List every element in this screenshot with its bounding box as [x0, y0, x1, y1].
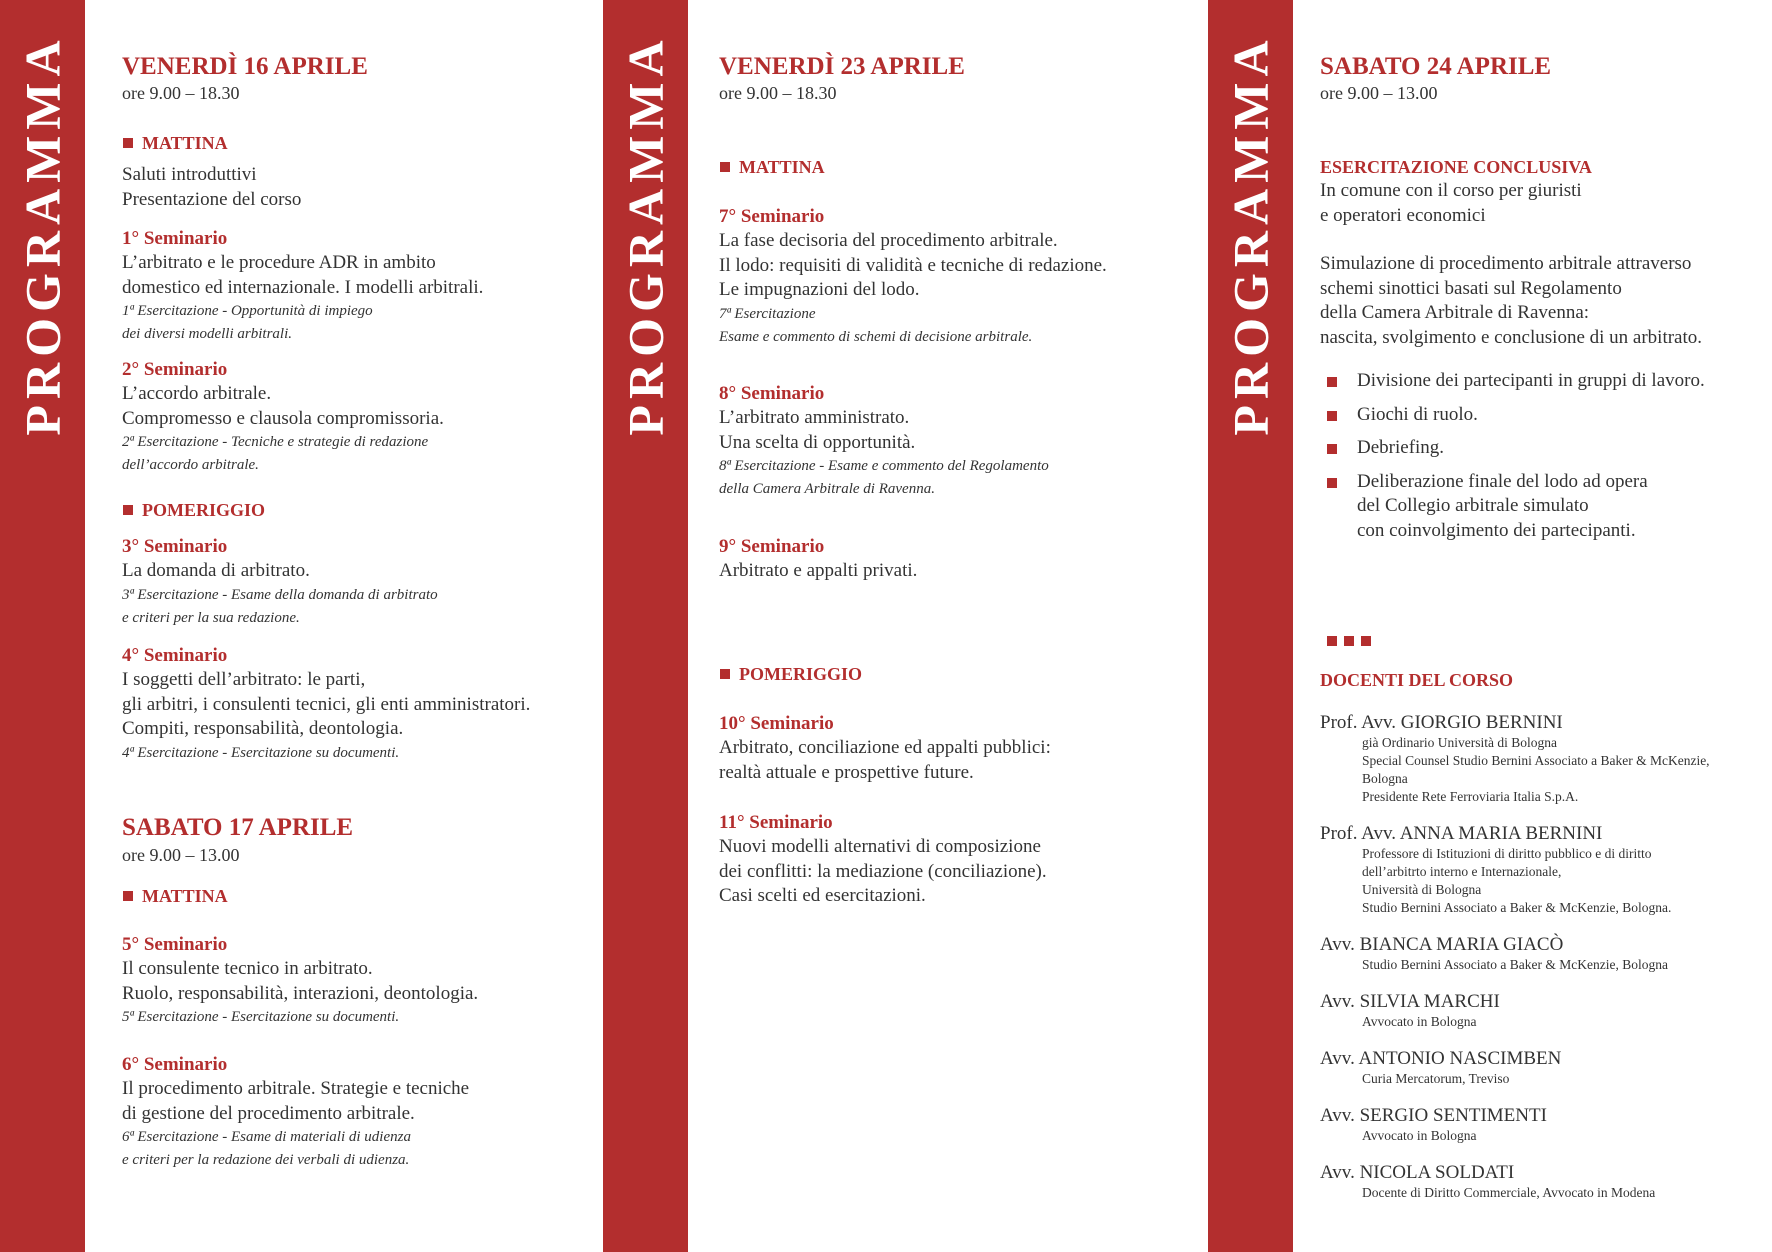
list-item: Deliberazione finale del lodo ad opera del Collegio arbitrale simulato con coinvolgimento dei partecipanti. — [1327, 470, 1705, 544]
day-time: ore 9.00 – 13.00 — [122, 845, 240, 865]
day-time: ore 9.00 – 13.00 — [1320, 83, 1438, 103]
seminar-title: 11° Seminario — [719, 812, 833, 833]
seminar-title: 10° Seminario — [719, 713, 834, 734]
list-item: Divisione dei partecipanti in gruppi di lavoro. — [1327, 369, 1705, 394]
teacher-entry: Prof. Avv. ANNA MARIA BERNINI Professore di Istituzioni di diritto pubblico e di diritto dell’arbitrto interno e Internazionale, Università di Bologna Studio Bernini Associato a Baker & McKenzie, Bologna. — [1320, 823, 1672, 915]
teacher-entry: Avv. ANTONIO NASCIMBEN Curia Mercatorum, Treviso — [1320, 1048, 1562, 1086]
teacher-entry: Avv. SILVIA MARCHI Avvocato in Bologna — [1320, 991, 1500, 1029]
exercise-block: ESERCITAZIONE CONCLUSIVA In comune con il corso per giuristi e operatori economici — [1320, 157, 1592, 226]
square-bullet-icon — [123, 891, 133, 901]
seminar-title: 8° Seminario — [719, 383, 825, 404]
divider-squares — [1327, 633, 1378, 651]
section-mattina: MATTINA — [123, 886, 228, 907]
square-icon — [1344, 636, 1354, 646]
red-band-1 — [0, 0, 85, 1252]
seminar-title: 5° Seminario — [122, 934, 228, 955]
red-band-3 — [1208, 0, 1293, 1252]
teacher-entry: Avv. BIANCA MARIA GIACÒ Studio Bernini Associato a Baker & McKenzie, Bologna — [1320, 934, 1668, 972]
square-bullet-icon — [123, 138, 133, 148]
list-item: Giochi di ruolo. — [1327, 403, 1705, 428]
activity-list — [1327, 369, 1705, 552]
square-bullet-icon — [720, 669, 730, 679]
section-pomeriggio: POMERIGGIO — [720, 664, 862, 685]
square-bullet-icon — [1327, 411, 1337, 421]
seminar-6: 6° Seminario Il procedimento arbitrale. Strategie e tecniche di gestione del procedimento arbitrale. 6ª Esercitazione - Esame di materiali di udienza e criteri per la redazione dei verbali di udienza. — [122, 1054, 470, 1168]
day-title: VENERDÌ 23 APRILE — [719, 53, 965, 80]
seminar-title: 7° Seminario — [719, 206, 825, 227]
docenti-title: DOCENTI DEL CORSO — [1320, 670, 1514, 690]
section-mattina: MATTINA — [720, 157, 825, 178]
seminar-1: 1° Seminario L’arbitrato e le procedure ADR in ambito domestico ed internazionale. I modelli arbitrali. 1ª Esercitazione - Opportunità di impiego dei diversi modelli arbitrali. — [122, 228, 484, 342]
seminar-10: 10° Seminario Arbitrato, conciliazione ed appalti pubblici: realtà attuale e prospettive future. — [719, 713, 1051, 783]
simulation-block: Simulazione di procedimento arbitrale attraverso schemi sinottici basati sul Regolamento della Camera Arbitrale di Ravenna: nascita, svolgimento e conclusione di un arbitrato. — [1320, 253, 1703, 348]
seminar-2: 2° Seminario L’accordo arbitrale. Compromesso e clausola compromissoria. 2ª Esercitazione - Tecniche e strategie di redazione dell’accordo arbitrale. — [122, 359, 444, 473]
square-bullet-icon — [1327, 377, 1337, 387]
square-icon — [1361, 636, 1371, 646]
day-title: SABATO 17 APRILE — [122, 814, 354, 841]
seminar-4: 4° Seminario I soggetti dell’arbitrato: le parti, gli arbitri, i consulenti tecnici, gli enti amministratori. Compiti, responsabilità, deontologia. 4ª Esercitazione - Esercitazione su documenti. — [122, 645, 531, 761]
seminar-title: 4° Seminario — [122, 645, 228, 666]
day-time: ore 9.00 – 18.30 — [122, 83, 240, 103]
exercise-title: ESERCITAZIONE CONCLUSIVA — [1320, 157, 1592, 177]
band-label: PROGRAMMA — [617, 34, 674, 436]
seminar-8: 8° Seminario L’arbitrato amministrato. Una scelta di opportunità. 8ª Esercitazione - Esame e commento del Regolamento della Camera Arbitrale di Ravenna. — [719, 383, 1049, 497]
red-band-2 — [603, 0, 688, 1252]
seminar-title: 3° Seminario — [122, 536, 228, 557]
section-pomeriggio: POMERIGGIO — [123, 500, 265, 521]
seminar-5: 5° Seminario Il consulente tecnico in arbitrato. Ruolo, responsabilità, interazioni, deontologia. 5ª Esercitazione - Esercitazione su documenti. — [122, 934, 479, 1025]
square-bullet-icon — [1327, 444, 1337, 454]
square-bullet-icon — [123, 505, 133, 515]
intro-block: Saluti introduttivi Presentazione del corso — [122, 164, 302, 210]
day-title: VENERDÌ 16 APRILE — [122, 53, 368, 80]
seminar-title: 2° Seminario — [122, 359, 228, 380]
band-label: PROGRAMMA — [1222, 34, 1279, 436]
day-title: SABATO 24 APRILE — [1320, 53, 1552, 80]
teacher-entry: Avv. SERGIO SENTIMENTI Avvocato in Bologna — [1320, 1105, 1547, 1143]
square-icon — [1327, 636, 1337, 646]
list-item: Debriefing. — [1327, 436, 1705, 461]
square-bullet-icon — [720, 162, 730, 172]
seminar-9: 9° Seminario Arbitrato e appalti privati. — [719, 536, 918, 581]
band-label: PROGRAMMA — [14, 34, 71, 436]
seminar-7: 7° Seminario La fase decisoria del procedimento arbitrale. Il lodo: requisiti di validità e tecniche di redazione. Le impugnazioni del lodo. 7ª Esercitazione Esame e commento di schemi di decisione arbitrale. — [719, 206, 1107, 345]
seminar-title: 6° Seminario — [122, 1054, 228, 1075]
seminar-title: 9° Seminario — [719, 536, 825, 557]
seminar-11: 11° Seminario Nuovi modelli alternativi di composizione dei conflitti: la mediazione (conciliazione). Casi scelti ed esercitazioni. — [719, 812, 1047, 906]
teacher-entry: Prof. Avv. GIORGIO BERNINI già Ordinario Università di Bologna Special Counsel Studio Bernini Associato a Baker & McKenzie, Bologna Presidente Rete Ferroviaria Italia S.p.A. — [1320, 712, 1710, 804]
seminar-3: 3° Seminario La domanda di arbitrato. 3ª Esercitazione - Esame della domanda di arbitrato e criteri per la sua redazione. — [122, 536, 438, 626]
seminar-title: 1° Seminario — [122, 228, 228, 249]
square-bullet-icon — [1327, 478, 1337, 488]
teacher-entry: Avv. NICOLA SOLDATI Docente di Diritto Commerciale, Avvocato in Modena — [1320, 1162, 1656, 1200]
day-time: ore 9.00 – 18.30 — [719, 83, 837, 103]
section-mattina: MATTINA — [123, 133, 228, 154]
